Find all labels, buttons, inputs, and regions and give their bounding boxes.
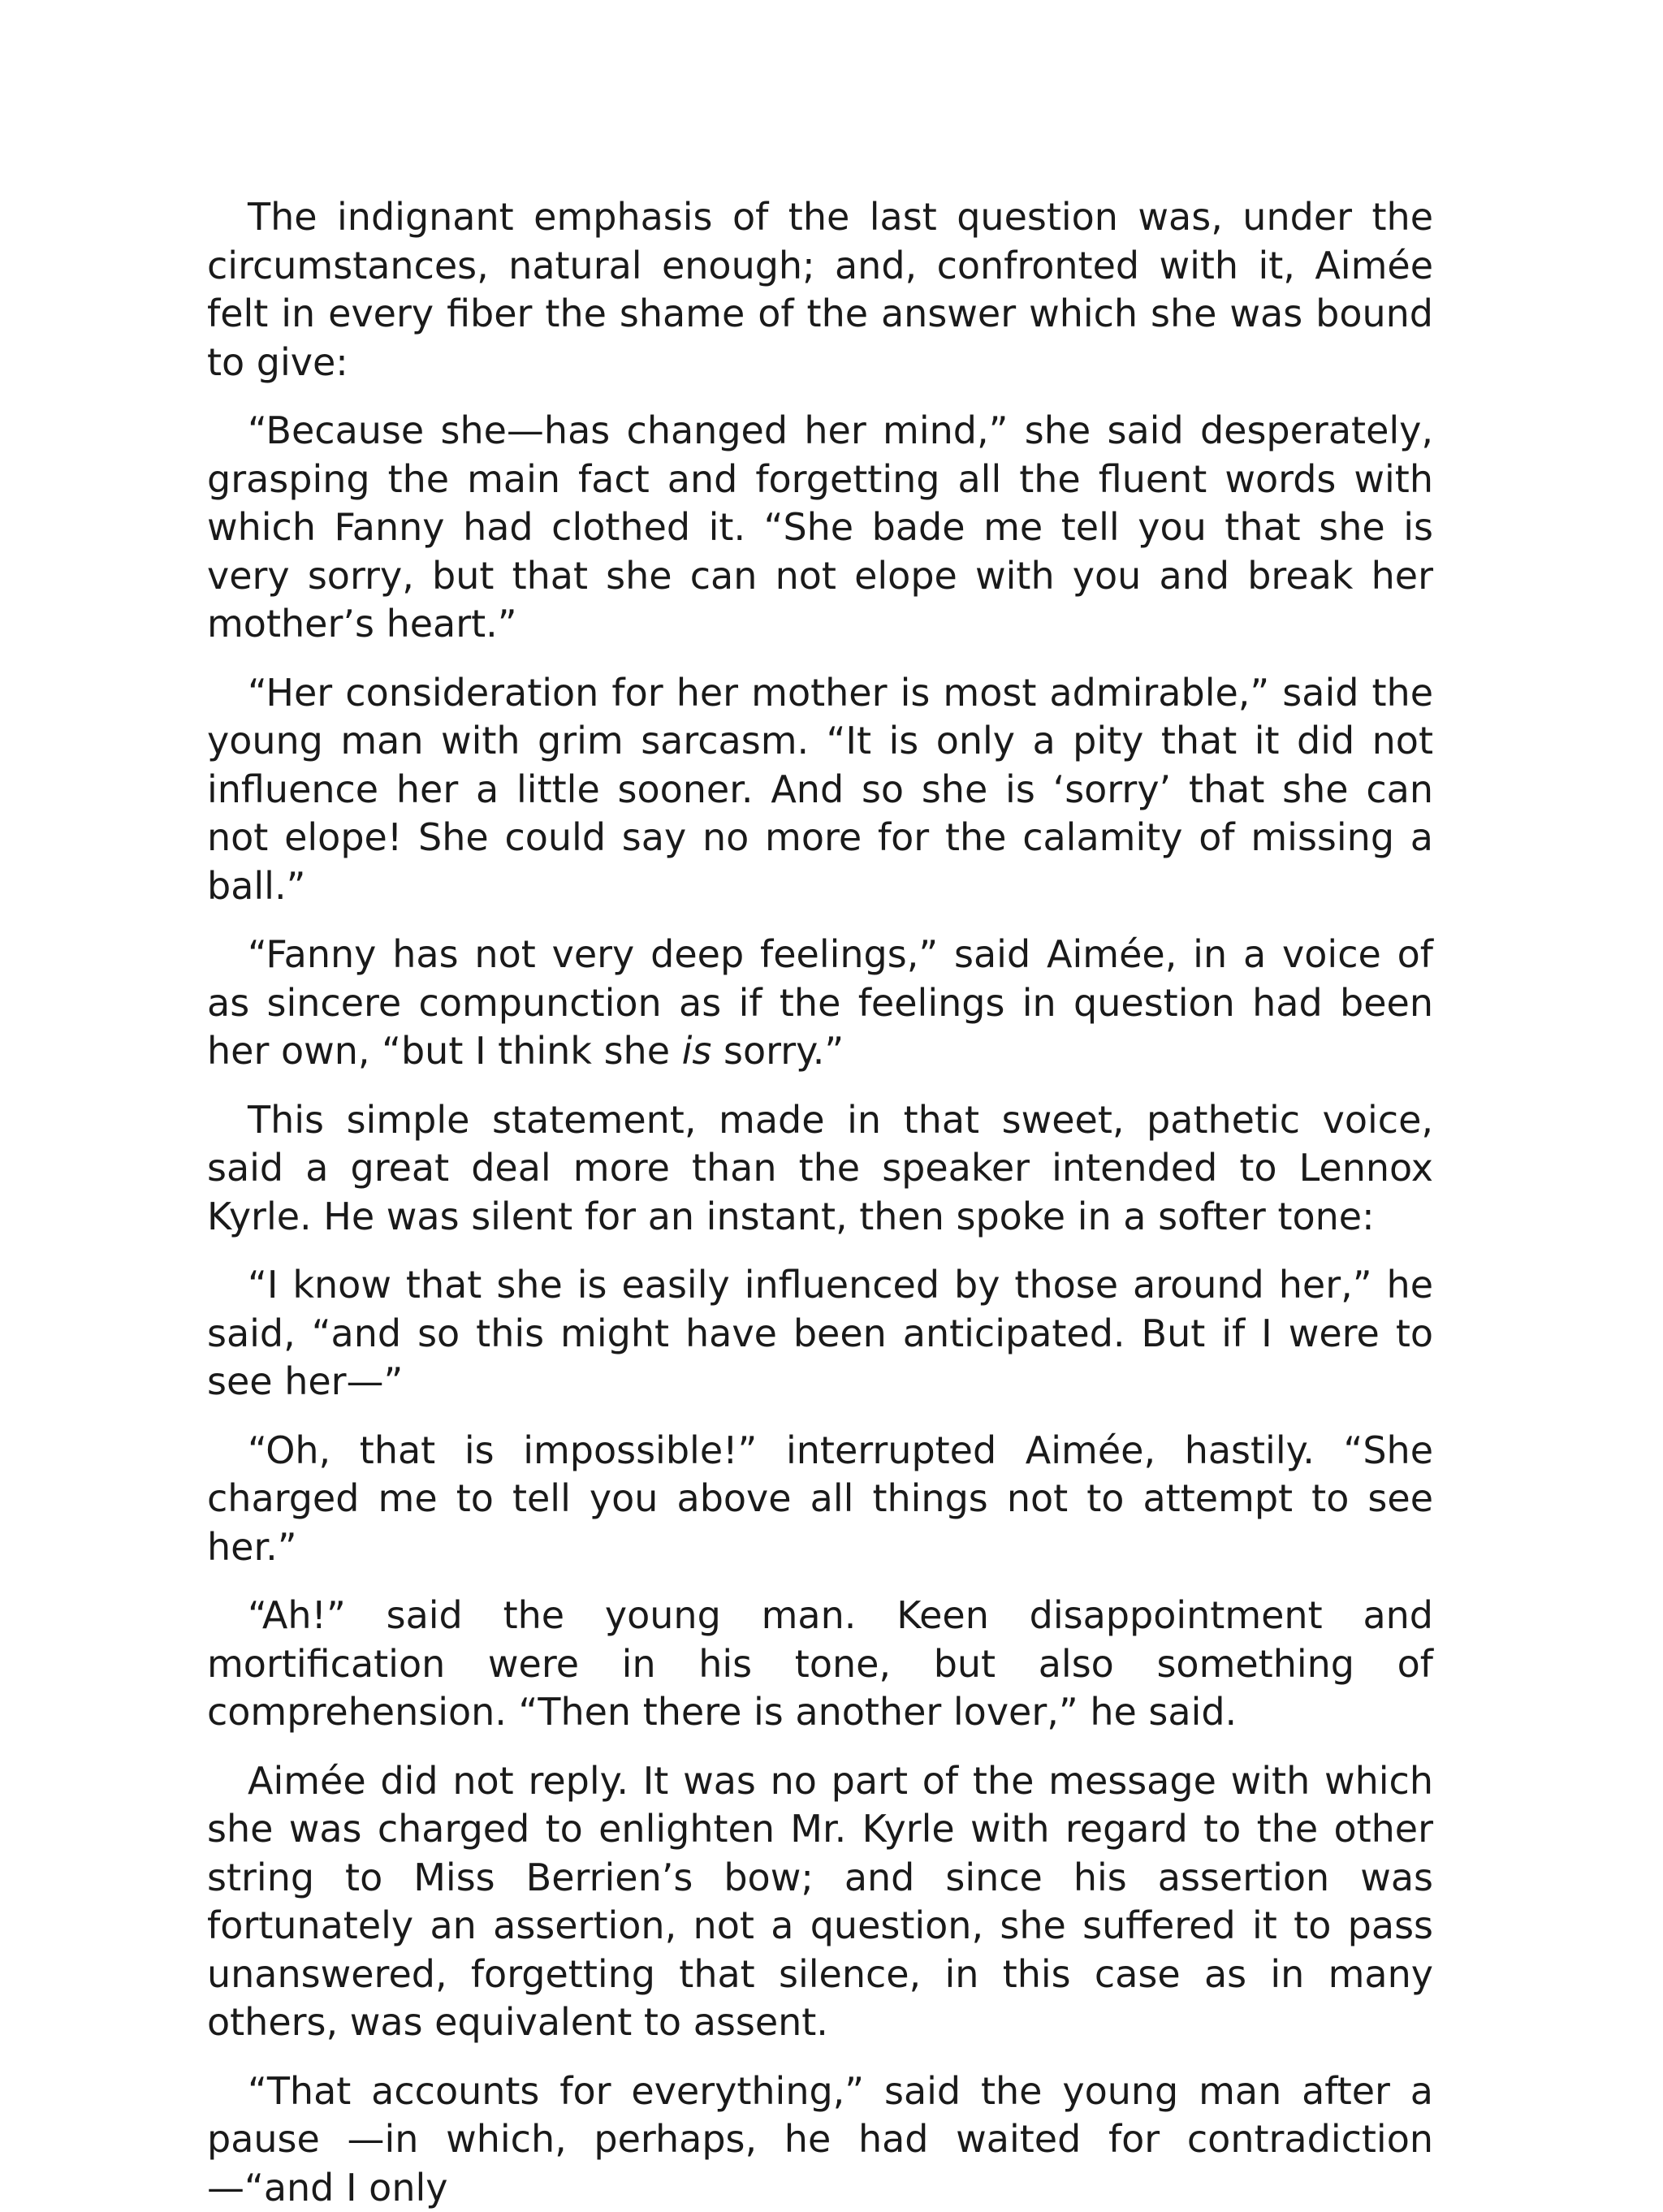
paragraph: “Oh, that is impossible!” interrupted Aimée, hastily. “She charged me to tell you above all things not to attempt to see her.” xyxy=(207,1427,1433,1572)
paragraph: Aimée did not reply. It was no part of the message with which she was charged to enlighten Mr. Kyrle with regard to the other string to Miss Berrien’s bow; and since his assertion was fortunately an assertion, not a question, she suffered it to pass unanswered, forgetting that silence, in this case as in many others, was equivalent to assent. xyxy=(207,1757,1433,2047)
emphasized-word: is xyxy=(682,1029,712,1073)
paragraph xyxy=(207,931,1433,1076)
paragraph: “Ah!” said the young man. Keen disappointment and mortification were in his tone, but also something of comprehension. “Then there is another lover,” he said. xyxy=(207,1592,1433,1737)
paragraph: “That accounts for everything,” said the young man after a pause —in which, perhaps, he had waited for contradiction—“and I only xyxy=(207,2067,1433,2212)
paragraph: “Because she—has changed her mind,” she said desperately, grasping the main fact and forgetting all the fluent words with which Fanny had clothed it. “She bade me tell you that she is very sorry, but that she can not elope with you and break her mother’s heart.” xyxy=(207,407,1433,649)
paragraph-text: sorry.” xyxy=(711,1029,844,1073)
paragraph-text: “Fanny has not very deep feelings,” said Aimée, in a voice of as sincere compunction as if the feelings in question had been her own, “but I think she xyxy=(207,932,1433,1073)
paragraph: This simple statement, made in that sweet, pathetic voice, said a great deal more than the speaker intended to Lennox Kyrle. He was silent for an instant, then spoke in a softer tone: xyxy=(207,1096,1433,1242)
paragraph: The indignant emphasis of the last question was, under the circumstances, natural enough; and, confronted with it, Aimée felt in every fiber the shame of the answer which she was bound to give: xyxy=(207,193,1433,387)
page-text xyxy=(207,193,1433,2212)
paragraph: “Her consideration for her mother is most admirable,” said the young man with grim sarcasm. “It is only a pity that it did not influence her a little sooner. And so she is ‘sorry’ that she can not elope! She could say no more for the calamity of missing a ball.” xyxy=(207,669,1433,911)
paragraph: “I know that she is easily influenced by those around her,” he said, “and so this might have been anticipated. But if I were to see her—” xyxy=(207,1261,1433,1406)
